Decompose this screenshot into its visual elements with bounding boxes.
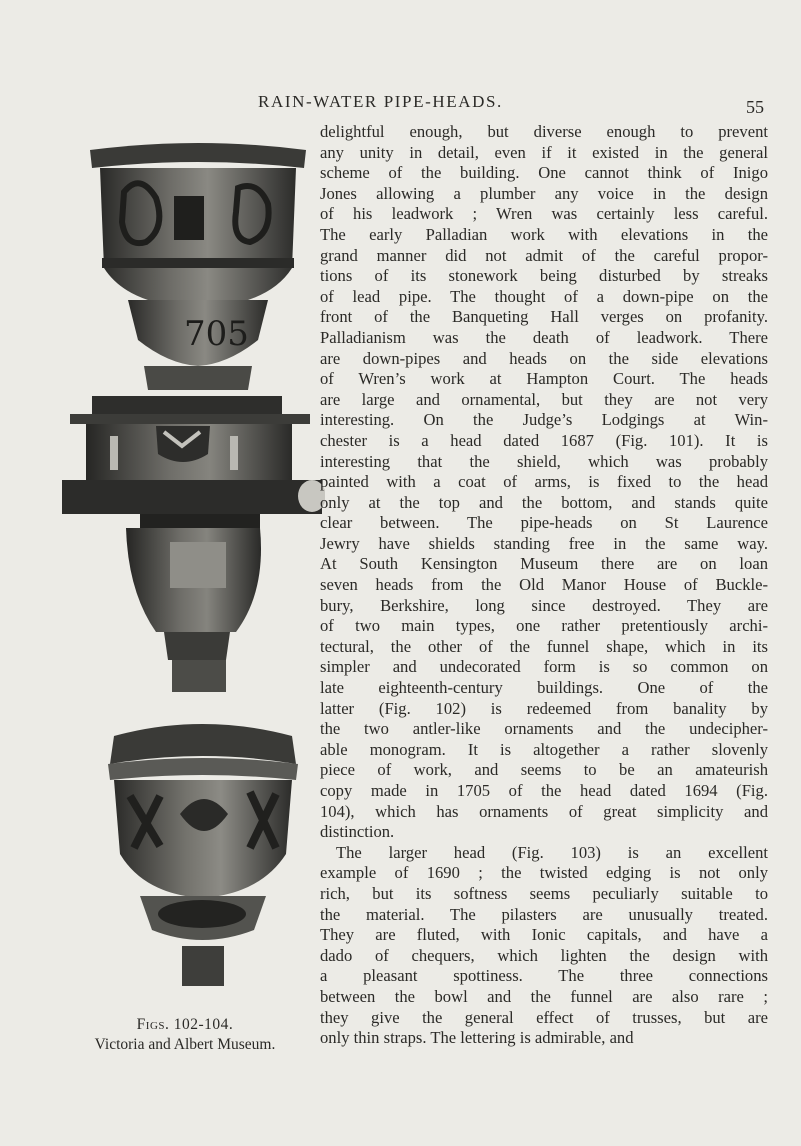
figure-caption-numbers: Figs. 102-104. xyxy=(136,1016,234,1033)
text-line: simpler and undecorated form is so common on xyxy=(320,657,768,677)
text-line: The larger head (Fig. 103) is an excellent xyxy=(336,842,768,862)
text-line: seven heads from the Old Manor House of Buckle- xyxy=(320,575,768,595)
text-line: clear between. The pipe-heads on St Laurence xyxy=(320,513,768,533)
text-line: painted with a coat of arms, is fixed to the head xyxy=(320,472,768,492)
text-line: distinction. xyxy=(320,822,395,842)
text-line: of two main types, one rather pretentiously archi- xyxy=(320,616,768,636)
text-line: dado of chequers, which lighten the design with xyxy=(320,945,768,965)
text-line: tectural, the other of the funnel shape, which in its xyxy=(320,636,768,656)
text-line: of Wren’s work at Hampton Court. The heads xyxy=(320,369,768,389)
text-line: tions of its stonework being disturbed by streaks xyxy=(320,266,768,286)
text-line: any unity in detail, even if it existed in the general xyxy=(320,142,768,162)
text-line: Jewry have shields standing free in the same way. xyxy=(320,533,768,553)
rainwater-head-bowl-photo xyxy=(100,718,305,986)
rainwater-head-shield-photo xyxy=(60,392,325,698)
text-line: the two antler-like ornaments and the undecipher- xyxy=(320,719,768,739)
text-line: copy made in 1705 of the head dated 1694 (Fig. xyxy=(320,781,768,800)
text-line: of lead pipe. The thought of a down-pipe on the xyxy=(320,286,768,306)
text-line: The early Palladian work with elevations in the xyxy=(320,224,768,244)
text-line: interesting. On the Judge’s Lodgings at Win- xyxy=(320,410,768,430)
rainwater-head-1705-photo xyxy=(88,140,308,390)
text-line: interesting that the shield, which was probably xyxy=(320,451,768,471)
page-number: 55 xyxy=(746,97,764,117)
text-line: front of the Banqueting Hall verges on profanity. xyxy=(320,307,768,327)
text-line: bury, Berkshire, long since destroyed. They are xyxy=(320,595,768,615)
text-line: only thin straps. The lettering is admirable, and xyxy=(320,1028,634,1048)
figure-caption-museum: Victoria and Albert Museum. xyxy=(94,1036,276,1053)
plate-date-lettering: 705 xyxy=(184,314,249,354)
text-line: the material. The pilasters are unusually treated. xyxy=(320,904,768,924)
text-line: they give the general effect of trusses, but are xyxy=(320,1007,768,1027)
text-line: able monogram. It is altogether a rather slovenly xyxy=(320,739,768,759)
text-line: a pleasant spottiness. The three connections xyxy=(320,966,768,986)
text-line: grand manner did not admit of the careful propor- xyxy=(320,245,768,265)
text-line: delightful enough, but diverse enough to prevent xyxy=(320,122,768,141)
body-text xyxy=(320,122,768,1049)
text-line: of his leadwork ; Wren was certainly less careful. xyxy=(320,204,768,224)
text-line: late eighteenth-century buildings. One of the xyxy=(320,678,768,698)
text-line: only at the top and the bottom, and stands quite xyxy=(320,492,768,512)
text-line: piece of work, and seems to be an amateurish xyxy=(320,760,768,780)
text-line: rich, but its softness seems peculiarly suitable to xyxy=(320,883,768,903)
text-line: 104), which has ornaments of great simplicity and xyxy=(320,801,768,821)
text-line: scheme of the building. One cannot think of Inigo xyxy=(320,163,768,183)
running-head: RAIN-WATER PIPE-HEADS. xyxy=(258,92,503,111)
text-line: Jones allowing a plumber any voice in the design xyxy=(320,183,768,203)
text-line: Palladianism was the death of leadwork. There xyxy=(320,327,768,347)
text-line: At South Kensington Museum there are on loan xyxy=(320,554,768,574)
text-line: are down-pipes and heads on the side elevations xyxy=(320,348,768,368)
text-line: are large and ornamental, but they are not very xyxy=(320,389,768,409)
text-line: chester is a head dated 1687 (Fig. 101). It is xyxy=(320,430,768,450)
text-line: They are fluted, with Ionic capitals, and have a xyxy=(320,925,768,945)
text-line: example of 1690 ; the twisted edging is not only xyxy=(320,863,768,883)
text-line: latter (Fig. 102) is redeemed from banality by xyxy=(320,698,768,718)
text-line: between the bowl and the funnel are also rare ; xyxy=(320,986,768,1006)
